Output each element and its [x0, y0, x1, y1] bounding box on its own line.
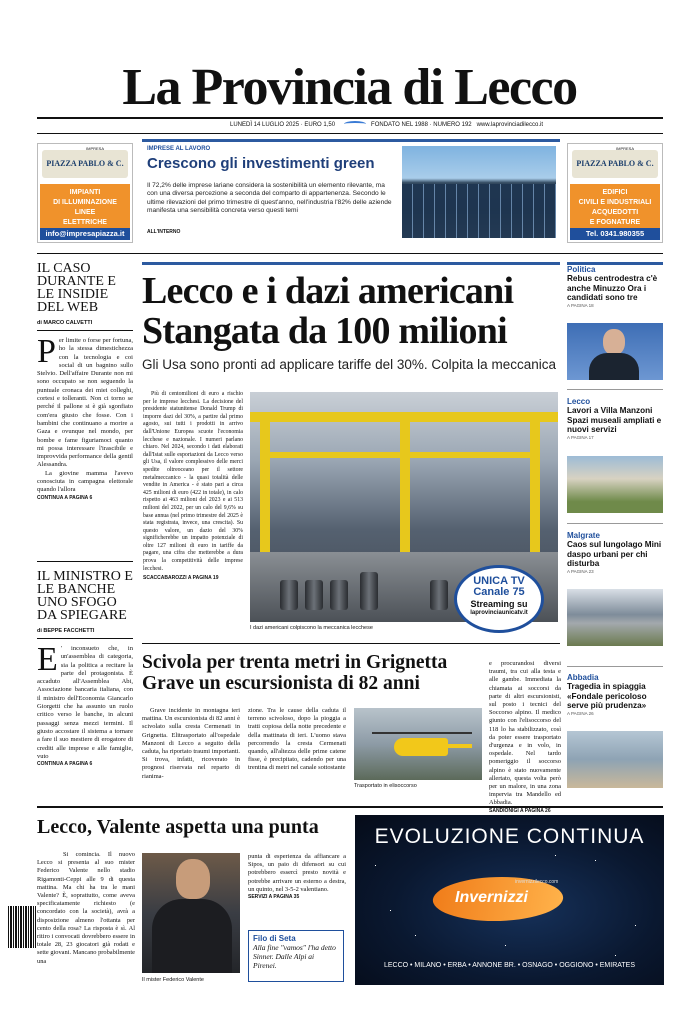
- sidebar-kicker: Politica: [567, 265, 596, 274]
- left-rule-1: [37, 330, 133, 331]
- sidebar-kicker: Abbadia: [567, 673, 599, 682]
- main-subhead: Gli Usa sono pronti ad applicare tariffe del 30%. Colpita la meccanica: [142, 357, 556, 372]
- ad-right-band: [570, 184, 660, 230]
- left-continue-2[interactable]: CONTINUA A PAGINA 6: [37, 761, 93, 768]
- ad-big-site: invernizzilecco.com: [515, 879, 559, 885]
- second-headline[interactable]: [142, 652, 492, 694]
- teaser-kicker: IMPRESE AL LAVORO: [147, 146, 211, 152]
- main-headline-line1: Lecco e i dazi americani: [142, 270, 514, 312]
- ad-right-logo: [572, 150, 658, 178]
- date-text: LUNEDÌ 14 LUGLIO 2025 · EURO 1,50: [230, 121, 336, 128]
- left-kicker-2[interactable]: IL MINISTRO E LE BANCHE UNO SFOGO DA SPIEGARE: [37, 569, 133, 623]
- bottom-col-2-text: punta di esperienza da affiancare a Sipos, un paio di difensori su cui potrebbero essercì presto novità e potrebbe arrivare un esterno a destra, un quinto, nel 3-5-2 valentiano.: [248, 853, 346, 893]
- left-column-story-2: [37, 570, 133, 767]
- site-text: www.laprovinciadilecco.it: [476, 121, 544, 128]
- left-kicker-1[interactable]: IL CASO DURANTE E LE INSIDIE DEL WEB: [37, 261, 116, 315]
- sidebar-title: Lavori a Villa Manzoni Spazi museali ampliati e nuovi servizi: [567, 406, 662, 434]
- solar-panels-photo: [402, 146, 556, 238]
- teaser-text: Il 72,2% delle imprese lariane considera la sostenibilità un elemento rilevante, ma con una diversa percezione a seconda del comparto di appartenenza. Secondo le ultime rilevazioni del primo trimestre di quest'anno, nell'industria l'82% delle aziende manifesta una sensibilità concreta verso questi temi: [147, 182, 392, 214]
- ad-right-brand: PIAZZA PABLO & C.: [576, 159, 654, 168]
- main-body: [143, 391, 243, 581]
- main-caption: I dazi americani colpiscono la meccanica lecchese: [250, 625, 373, 631]
- left-divider: [37, 561, 133, 562]
- left-text-1: er limite o forse per fortuna, ho la stessa dimestichezza con la tecnologia e coi social di un bagnino sullo Stelvio. Dell'affaire Durante non mi sono occupato se non seguendo la puntuale cronaca dei miei colleghi, cortesi e tolleranti. Non ci torno se perché il pallone si è già sgonfiato com'era giusto che fosse. Con i bambini che continuano a morire a Gaza e ovunque nel mondo, per bombe e fame figuriamoci quanto mi possa interessare l'irascibile e improvvida performance della gentil Alessandra.: [37, 337, 133, 469]
- bottom-col-1: Si comincia. Il nuovo Lecco si presenta al suo mister Federico Valente nello stadio Rigamonti-Ceppi alle 9 di questa mattina. Ma chi ha tra le mani Valente? È, soprattutto, come aveva specificatamente richiesto (e concordato con la società), avrà a disposizione almeno l'ottanta per cento della rosa? La risposta è sì. Al ritiro i convocati dovrebbero essere in totale 28, 23 giocatori già rodati e sette giovani. Mancano probabilmente una: [37, 851, 135, 965]
- ad-left-line4: ELETTRICHE: [63, 219, 107, 226]
- coach-photo: [142, 853, 240, 973]
- section-rule-top: [37, 253, 663, 254]
- ad-big-brand: Invernizzi: [455, 889, 528, 906]
- bottom-section-rule: [37, 806, 663, 808]
- heli-caption: Trasportato in elisoccorso: [354, 783, 417, 789]
- sidebar-kicker: Lecco: [567, 397, 591, 406]
- tv-line-1: UNICA TV: [473, 575, 525, 587]
- left-byline-2: di BEPPE FACCHETTI: [37, 628, 95, 634]
- sidebar-item-politica[interactable]: [567, 265, 663, 308]
- masthead-bottom-rule: [37, 133, 663, 134]
- left-continue-1[interactable]: CONTINUA A PAGINA 6: [37, 494, 93, 501]
- left-text-1b: La giovine mamma l'avevo conosciuta in campagna elettorale quando l'allora: [37, 469, 133, 494]
- teaser-title[interactable]: Crescono gli investimenti green: [147, 155, 375, 172]
- teaser-ref: ALL'INTERNO: [147, 229, 181, 235]
- main-byline: SCACCABAROZZI: [143, 575, 187, 582]
- second-col-2: zione. Tra le cause della caduta il terreno scivoloso, dopo la pioggia a tratti copiosa della notte precedente e della mattinata di ieri. L'uomo stava percorrendo la cresta Cermenati quando, all'altezza delle prime catene fisse, è precipitato, cadendo per una trentina di metri nel canale sottostante: [248, 707, 346, 772]
- bottom-ref[interactable]: A PAGINA 35: [268, 894, 300, 901]
- bottom-headline[interactable]: Lecco, Valente aspetta una punta: [37, 816, 319, 838]
- left-rule-2: [37, 638, 133, 639]
- founded-text: FONDATO NEL 1988 · NUMERO 192: [371, 121, 472, 128]
- second-headline-line2: Grave un escursionista di 82 anni: [142, 673, 420, 694]
- barcode: [8, 906, 36, 948]
- unica-tv-badge[interactable]: [454, 565, 544, 633]
- second-col-3-text: e procurandosi diversi traumi, tra cui alla testa e alle gambe. Immediata la chiamata ai soccorsi da parte di altri escursionisti, sul posto i tecnici del Soccorso alpino. Il medico giunto con l'elisoccorso del 118 lo ha stabilizzato, così da poter essere trasportato d'urgenza e in volo, in ospedale. Nel tardo pomeriggio il soccorso alpino è stato nuovamente allertato, questa volta però per un malore, in una zona impervia tra Mandello ed Abbadia.: [489, 660, 561, 807]
- main-ref[interactable]: A PAGINA 19: [187, 575, 219, 582]
- ad-left-brand: PIAZZA PABLO & C.: [46, 159, 124, 168]
- teaser-rule: [142, 139, 560, 142]
- main-headline-line2: Stangata da 100 milioni: [142, 310, 507, 352]
- left-text-2: ' inconsueto che, in un'assemblea di categoria, sia la politica a recitare la parte del protagonista. È accaduto all'Assemblea Abi, Associazione bancaria italiana, con il ministro dell'Economia Giancarlo Giorgetti che ha assunto un ruolo critico verso le banche, in alcuni passaggi senza mezzi termini. Il giusto accostare il sistema a tornare a fare il suo mestiere di erogatore di crediti alle imprese e alle famiglie, vuto: [37, 645, 133, 760]
- sidebar-item-lecco[interactable]: [567, 397, 663, 440]
- filo-text: Alla fine "vamos" l'ha detto Sinner. Dalle Alpi ai Pirenei.: [253, 943, 336, 970]
- tv-line-3: Streaming su: [470, 599, 528, 609]
- sidebar-ref: A PAGINA 18: [567, 302, 594, 308]
- invernizzi-ad[interactable]: [355, 815, 664, 985]
- sidebar-divider-1: [567, 389, 663, 390]
- filo-kicker: Filo di Seta: [253, 934, 296, 943]
- lakefront-photo: [567, 589, 663, 646]
- ad-left-logo: [42, 150, 128, 178]
- sidebar-ref: A PAGINA 23: [567, 568, 594, 574]
- ad-left-line2: DI ILLUMINAZIONE: [53, 199, 117, 206]
- sidebar-divider-3: [567, 666, 663, 667]
- ad-big-title: EVOLUZIONE CONTINUA: [374, 825, 645, 848]
- ad-left-band: [40, 184, 130, 230]
- beach-photo: [567, 731, 663, 788]
- second-ref[interactable]: A PAGINA 26: [519, 807, 551, 814]
- ad-left-brand-small: IMPRESA: [86, 146, 105, 151]
- second-col-3: [489, 660, 561, 814]
- bottom-col-2: [248, 853, 346, 900]
- villa-photo: [567, 456, 663, 513]
- sidebar-divider-2: [567, 523, 663, 524]
- sidebar-title: Rebus centrodestra c'è anche Minuzzo Ora i candidati sono tre: [567, 274, 658, 302]
- left-body-2: [37, 641, 133, 761]
- ad-left-line3: LINEE: [74, 209, 96, 216]
- sidebar-kicker: Malgrate: [567, 531, 600, 540]
- politician-photo: [567, 323, 663, 380]
- ad-left-contact[interactable]: info@impresapiazza.it: [40, 228, 130, 240]
- masthead-title: La Provincia di Lecco: [122, 59, 577, 116]
- tv-line-4: laprovinciaunicatv.it: [470, 610, 528, 616]
- sidebar-item-malgrate[interactable]: [567, 531, 663, 574]
- sidebar-title: Tragedia in spiaggia «Fondale pericoloso serve più prudenza»: [567, 682, 647, 710]
- sidebar-title: Caos sul lungolago Mini daspo urbani per chi disturba: [567, 540, 662, 568]
- main-rule: [142, 262, 560, 265]
- ad-right-line1: EDIFICI: [602, 189, 628, 196]
- left-body-1: [37, 333, 133, 495]
- dropcap-2: E: [37, 641, 58, 678]
- ad-right[interactable]: [567, 143, 663, 243]
- sidebar-ref: A PAGINA 17: [567, 434, 594, 440]
- masthead-rule: [37, 117, 663, 119]
- main-body-text: Più di centomilioni di euro a rischio per le imprese lecchesi. La decisione del presidente statunitense Donald Trump di imporre dazi del 30%, a partire dal primo agosto, sui tutti i prodotti in arrivo dall'Unione Europea scuote l'economia lecchese e nazionale. I numeri parlano chiaro. Nel 2024, secondo i dati elaborati dall'Istat sulle esportazioni da Lecco verso gli Usa, il valore complessivo delle merci spedite oltreoceano per il settore metalmeccanico - la quasi totalità delle vendite in America - è stato pari a circa 425 milioni di euro (422 in totale), in calo rispetto ai 463 milioni del 2023 e ai 513 milioni del 2022, per un calo del 9,6% su base annua (nel primo trimestre del 2025 è stata registrata, invece, una crescita). Su questo valore, un dazio del 30% significherebbe un impatto potenziale di oltre 127 milioni di euro in tariffe da pagare, una cifra che metterebbe a dura prova la competitività delle imprese lecchesi.: [143, 391, 243, 572]
- ad-right-line3: ACQUEDOTTI: [591, 209, 639, 216]
- ad-big-cities: LECCO • MILANO • ERBA • ANNONE BR. • OSNAGO • OGGIONO • EMIRATES: [383, 962, 636, 969]
- bottom-byline: SERVIZI: [248, 894, 268, 901]
- second-col-1: Grave incidente in montagna ieri mattina. Un escursionista di 82 anni è scivolato sulla cresta Cermenati in Grignetta. Elitrasportato all'ospedale Manzoni di Lecco a seguito della caduta, ha riportato traumi importanti. Si trova, infatti, ricoverato in prognosi riservata nel reparto di rianima-: [142, 707, 240, 780]
- tv-line-2: Canale 75: [473, 586, 525, 598]
- wave-icon: [344, 121, 366, 127]
- ad-right-line2: CIVILI E INDUSTRIALI: [578, 199, 652, 206]
- ad-right-contact[interactable]: Tel. 0341.980355: [570, 228, 660, 240]
- second-story-rule: [142, 643, 560, 644]
- second-headline-line1: Scivola per trenta metri in Grignetta: [142, 652, 448, 673]
- helicopter-photo: [354, 708, 482, 780]
- coach-caption: Il mister Federico Valente: [142, 977, 204, 983]
- left-column-story-1: [37, 262, 133, 501]
- second-byline: SANDIONIGI: [489, 807, 519, 814]
- ad-right-line4: E FOGNATURE: [589, 219, 641, 226]
- filo-di-seta-box[interactable]: [248, 930, 344, 982]
- sidebar-item-abbadia[interactable]: [567, 673, 663, 716]
- sidebar-ref: A PAGINA 26: [567, 710, 594, 716]
- dateline: [230, 121, 580, 128]
- dropcap-1: P: [37, 333, 56, 370]
- left-byline-1: di MARCO CALVETTI: [37, 320, 93, 326]
- ad-left-line1: IMPIANTI: [69, 189, 101, 196]
- main-headline[interactable]: [142, 271, 562, 351]
- ad-left[interactable]: [37, 143, 133, 243]
- ad-right-brand-small: IMPRESA: [616, 146, 635, 151]
